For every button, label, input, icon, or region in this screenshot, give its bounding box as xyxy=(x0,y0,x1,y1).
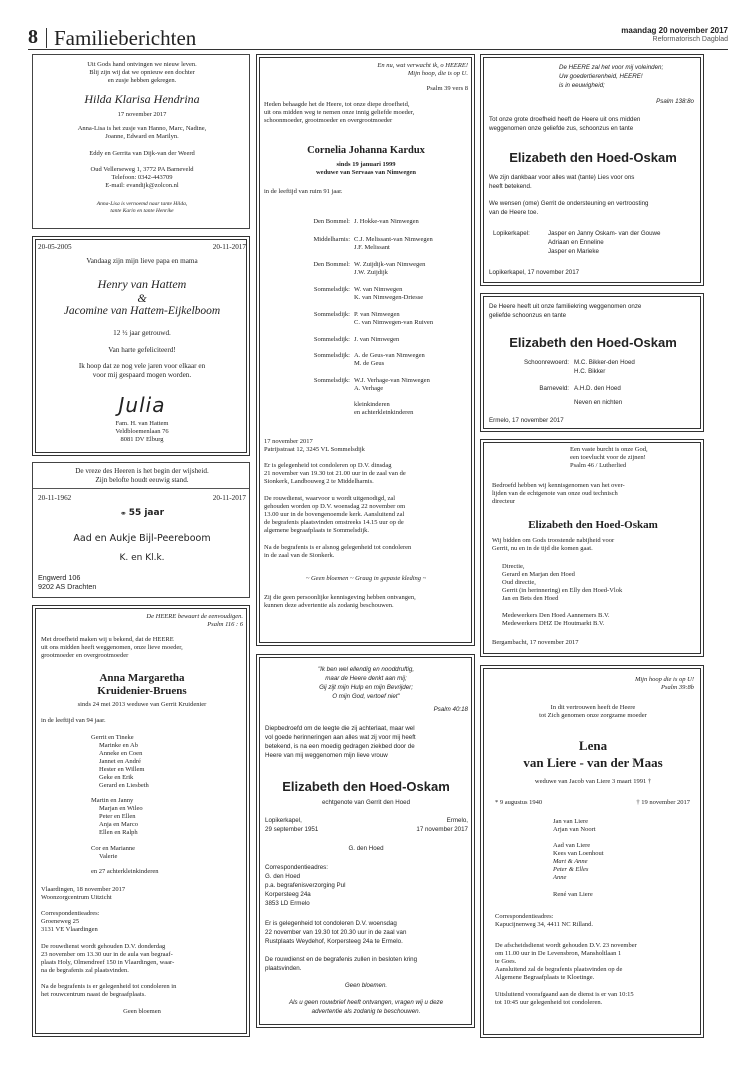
jubilee-years: 55 jaar xyxy=(128,508,165,518)
address-line: G. den Hoed xyxy=(265,873,301,880)
text-line: Heere van mij weggenomen mijn lieve vrouw xyxy=(265,752,388,759)
family-place: Sommelsdijk: xyxy=(313,336,350,343)
family-member: H.C. Bikker xyxy=(574,368,606,375)
text-line: kunnen deze advertentie als zodanig beschouwen. xyxy=(264,602,394,609)
verse-line: is in eeuwigheid; xyxy=(559,82,605,89)
intro-text: Vandaag zijn mijn lieve papa en mama xyxy=(86,257,198,265)
text-line: schoonmoeder, grootmoeder en overgrootmoeder xyxy=(264,117,393,124)
text-line: Bedroefd hebben wij kennisgenomen van het over- xyxy=(492,482,625,489)
verse-line: Zijn belofte houdt eeuwig stand. xyxy=(95,476,189,484)
text-line: Zij die geen persoonlijke kennisgeving hebben ontvangen, xyxy=(264,594,416,601)
verse: De HEERE bewaart de eenvoudigen. xyxy=(146,613,243,620)
obituary-oskam-family xyxy=(480,54,704,286)
no-flowers: ~ Geen bloemen ~ Graag in gepaste kleding ~ xyxy=(305,575,427,582)
verse-ref: Psalm 46 / Lutherlied xyxy=(570,462,627,469)
street: Veldbloemenlaan 76 xyxy=(115,428,169,435)
text-line: De Heere heeft uit onze familiekring weggenomen onze xyxy=(489,303,642,310)
family-place: Lopikerkapel: xyxy=(493,230,530,237)
divider xyxy=(33,488,250,489)
birth-date: 29 september 1951 xyxy=(265,826,319,833)
date: 17 november 2017 xyxy=(264,438,313,445)
jubilee-line xyxy=(120,508,164,518)
street: Engwerd 106 xyxy=(38,573,81,582)
deceased-first-names: Anna Margaretha xyxy=(99,672,185,684)
obituary-kruidenier xyxy=(32,605,250,1037)
text-line: plaats Holy, Olmendreef 150 in Vlaardingen, waar- xyxy=(41,959,175,966)
place-date: Vlaardingen, 18 november 2017 xyxy=(41,886,126,893)
deceased-surname: Kruidenier-Bruens xyxy=(97,685,187,697)
deceased-name: Elizabeth den Hoed-Oskam xyxy=(282,779,450,794)
obituary-kardux xyxy=(256,54,475,646)
family-member: Hester en Willem xyxy=(99,766,145,773)
family-member: Neven en nichten xyxy=(574,399,623,406)
text-line: Tot onze grote droefheid heeft de Heere uit ons midden xyxy=(489,116,641,123)
signatory: Jan en Bets den Hoed xyxy=(502,595,559,602)
deceased-name: Elizabeth den Hoed-Oskam xyxy=(509,335,677,350)
page-number: 8 xyxy=(28,26,38,48)
family-member: J. Hokke-van Nimwegen xyxy=(354,218,419,225)
text-line: advertentie als zodanig te beschouwen. xyxy=(311,1008,421,1015)
text-line: Er is gelegenheid tot condoleren op D.V. dinsdag xyxy=(264,462,392,469)
family-member: Arjan van Noort xyxy=(553,826,596,833)
signatory: Directie, xyxy=(502,563,525,570)
text-line: Als u geen rouwbrief heeft ontvangen, vragen wij u deze xyxy=(288,999,444,1006)
family-member: Peter en Ellen xyxy=(99,813,136,820)
text-line: plaatsvinden. xyxy=(265,965,302,972)
verse-line: een toevlucht voor de zijnen! xyxy=(570,454,646,461)
text-line: vol goede herinneringen aan alles wat zij voor mij heeft xyxy=(265,734,416,741)
text-line: Blij zijn wij dat we opnieuw een dochter xyxy=(89,69,195,76)
widow-of: weduwe van Servaas van Nimwegen xyxy=(315,169,417,176)
text-line: om 11.00 uur in De Levensbron, Mansholtlaan 1 xyxy=(495,950,622,957)
family-member: J.F. Melissant xyxy=(354,244,390,251)
page-header xyxy=(28,24,728,50)
baby-name: Hilda Klarisa Hendrina xyxy=(84,92,200,106)
verse-line: De vreze des Heeren is het begin der wijsheid. xyxy=(75,467,209,475)
birth-place: Lopikerkapel, xyxy=(265,817,302,824)
family-member: kleinkinderen xyxy=(354,401,390,408)
obituary-bikker-family xyxy=(480,293,704,432)
text-line: gehouden worden op D.V. woensdag 22 november om xyxy=(264,503,406,510)
text-line: Ik hoop dat ze nog vele jaren voor elkaar en xyxy=(78,362,206,370)
family-member: Adriaan en Enneline xyxy=(548,239,604,246)
text-line: Wij bidden om Gods troostende nabijheid voor xyxy=(492,537,615,544)
text-line: weggenomen onze geliefde zus, schoonzus en tante xyxy=(489,125,634,132)
birth-date: * 9 augustus 1940 xyxy=(495,799,543,806)
city: 8081 DV Elburg xyxy=(120,436,164,443)
signer: G. den Hoed xyxy=(348,845,384,852)
text-line: Algemene Begraafplaats te Kloetinge. xyxy=(495,974,595,981)
text-line: tot 10:45 uur gelegenheid tot condoleren. xyxy=(495,999,603,1006)
text-line: en zusje hebben gekregen. xyxy=(107,77,177,84)
text-line: Aansluitend zal de begrafenis plaatsvinden op de xyxy=(495,966,623,973)
text-line: We zijn dankbaar voor alles wat (tante) Lies voor ons xyxy=(489,174,635,181)
children-initials: K. en Kl.k. xyxy=(119,553,165,563)
family-member: Martin en Janny xyxy=(91,797,134,804)
family-member: P. van Nimwegen xyxy=(354,311,400,318)
family-member: Cor en Marianne xyxy=(91,845,136,852)
verse: Mijn hoop die is op U! xyxy=(634,676,694,683)
text-line: directeur xyxy=(492,498,516,505)
verse-ref: Psalm 116 : 6 xyxy=(207,621,243,628)
text-line: Diepbedroefd om de leegte die zij achterlaat, maar wel xyxy=(265,725,415,732)
text-line: te Goes. xyxy=(495,958,517,965)
name-note: Anna-Lisa is vernoemd naar tante Hilda, xyxy=(96,201,188,207)
family-member: Jasper en Marieke xyxy=(548,248,599,255)
deceased-name: Elizabeth den Hoed-Oskam xyxy=(509,150,677,165)
family-place: Sommelsdijk: xyxy=(313,377,350,384)
obituary-company xyxy=(480,439,704,657)
text-line: in de zaal van de Sionkerk. xyxy=(264,552,335,559)
anniversary-announcement xyxy=(32,236,250,456)
start-date: 20-11-1962 xyxy=(38,494,72,502)
text-line: In dit vertrouwen heeft de Heere xyxy=(550,704,636,711)
signatory: Medewerkers DHZ De Houtmarkt B.V. xyxy=(502,620,605,627)
address-line: p.a. begrafenisverzorging Pul xyxy=(265,882,346,889)
obituary-den-hoed-husband xyxy=(256,654,475,1028)
text-line: betekend, is na een moedig gedragen ziekbed door de xyxy=(265,743,415,750)
address-line: 3853 LD Ermelo xyxy=(265,900,310,907)
address-line: Correspondentieadres: xyxy=(265,864,328,871)
grandchild: Mart & Anne xyxy=(553,858,588,865)
family-member: J. van Nimwegen xyxy=(354,336,400,343)
text-line: uit ons midden heeft weggenomen, onze lieve moeder, xyxy=(41,644,183,651)
verse-line: Uw goedertierenheid, HEERE! xyxy=(559,73,643,80)
text-line: 21 november van 19.30 tot 21.00 uur in de zaal van de xyxy=(264,470,406,477)
address-line: Groeneweg 25 xyxy=(41,918,80,925)
family-member: Anja en Marco xyxy=(99,821,138,828)
verse-line: "Ik ben wel ellendig en nooddruftig, xyxy=(317,666,415,673)
family-member: René van Liere xyxy=(553,891,593,898)
family-name: Fam. H. van Hattem xyxy=(115,420,169,427)
address-line: Kapucijnenweg 34, 4411 NC Rilland. xyxy=(495,921,593,928)
parents: Eddy en Gerrita van Dijk-van der Weerd xyxy=(89,150,195,157)
family-place: Den Bommel: xyxy=(313,261,350,268)
family-member: Marjan en Wileo xyxy=(99,805,143,812)
family-member: Jan van Liere xyxy=(553,818,589,825)
family-member: M. de Geus xyxy=(354,360,385,367)
text-line: De rouwdienst en de begrafenis zullen in besloten kring xyxy=(265,956,418,963)
family-member: C.J. Melissant-van Nimwegen xyxy=(354,236,433,243)
section-title: Familieberichten xyxy=(54,26,197,50)
birth-announcement xyxy=(32,54,250,229)
family-member: Ellen en Ralph xyxy=(99,829,138,836)
family-place: Middelharnis: xyxy=(313,236,350,243)
address-line: Oud Vellerseweg 1, 3772 PA Barneveld xyxy=(90,166,194,173)
text-line: Gerrit, nu en in de tijd die komen gaat. xyxy=(492,545,593,552)
verse-line: Mijn hoop, die is op U. xyxy=(407,70,468,77)
family-member: W. van Nimwegen xyxy=(354,286,403,293)
text-line: de begrafenis plaatsvinden omstreeks 14.15 uur op de xyxy=(264,519,404,526)
family-place: Sommelsdijk: xyxy=(313,311,350,318)
family-member: en 27 achterkleinkinderen xyxy=(91,868,159,875)
text-line: Na de begrafenis is er gelegenheid tot condoleren in xyxy=(41,983,177,990)
text-line: Uit Gods hand ontvingen we nieuw leven. xyxy=(87,61,197,68)
address-line: Correspondentieadres: xyxy=(41,910,100,917)
deceased-name: Elizabeth den Hoed-Oskam xyxy=(528,519,658,531)
text-line: Anna-Lisa is het zusje van Hanno, Marc, Nadine, xyxy=(77,125,207,132)
address-line: 3131 VE Vlaardingen xyxy=(41,926,98,933)
family-member: A. Verhage xyxy=(354,385,384,392)
current-date: 20-11-2017 xyxy=(212,243,246,251)
family-member: Gerard en Liesbeth xyxy=(99,782,149,789)
congratulations: Van harte gefeliciteerd! xyxy=(108,346,176,354)
place-date: Lopikerkapel, 17 november 2017 xyxy=(489,269,580,276)
text-line: voor mij gespaard mogen worden. xyxy=(92,371,192,379)
family-member: en achterkleinkinderen xyxy=(354,409,414,416)
signatory: Medewerkers Den Hoed Aannemers B.V. xyxy=(502,612,610,619)
widow-of: sinds 24 mei 2013 weduwe van Gerrit Kruidenier xyxy=(77,701,207,708)
verse-ref: Psalm 138:8o xyxy=(656,98,694,105)
name-wife: Jacomine van Hattem-Eijkelboom xyxy=(63,305,221,317)
name-husband: Henry van Hattem xyxy=(97,277,187,291)
verse-line: En nu, wat verwacht ik, o HEERE! xyxy=(377,62,468,69)
text-line: We wensen (ome) Gerrit de ondersteuning en vertroosting xyxy=(489,200,649,207)
address: Patrijsstraat 12, 3245 VL Sommelsdijk xyxy=(264,446,365,453)
name-note: tante Karin en tante Henrike xyxy=(110,208,174,214)
ampersand: & xyxy=(137,291,147,305)
family-place: Sommelsdijk: xyxy=(313,286,350,293)
age: in de leeftijd van 94 jaar. xyxy=(41,717,106,724)
address-line: Telefoon: 0342-443709 xyxy=(111,174,173,181)
widow-of: weduwe van Jacob van Liere 3 maart 1991 † xyxy=(534,778,652,785)
text-line: Uitsluitend voorafgaand aan de dienst is er van 10:15 xyxy=(495,991,634,998)
text-line: grootmoeder en overgrootmoeder xyxy=(41,652,129,659)
family-member: A. de Geus-van Nimwegen xyxy=(354,352,425,359)
family-member: C. van Nimwegen-van Ruiven xyxy=(354,319,434,326)
newspaper-name: Reformatorisch Dagblad xyxy=(652,36,728,43)
header-divider xyxy=(46,28,47,48)
text-line: 22 november van 19.30 tot 20.30 uur in de zaal van xyxy=(265,929,407,936)
text-line: van de Heere toe. xyxy=(489,209,539,216)
family-place: Sommelsdijk: xyxy=(313,352,350,359)
text-line: Heden behaagde het de Heere, tot onze diepe droefheid, xyxy=(264,101,410,108)
text-line: Joanne, Edward en Marilyn. xyxy=(105,133,179,140)
text-line: uit ons midden weg te nemen onze innig geliefde moeder, xyxy=(264,109,415,116)
text-line: Met droefheid maken wij u bekend, dat de HEERE xyxy=(41,636,174,643)
text-line: 23 november om 13.30 uur in de aula van begraaf- xyxy=(41,951,173,958)
verse-ref: Psalm 39 vers 8 xyxy=(426,85,468,92)
text-line: De afscheidsdienst wordt gehouden D.V. 23 november xyxy=(495,942,637,949)
grandchild: Peter & Elles xyxy=(553,866,589,873)
text-line: algemene begraafplaats te Sommelsdijk. xyxy=(264,527,370,534)
text-line: Sionkerk, Landbouweg 2 te Middelharnis. xyxy=(264,478,374,485)
place-date: Woonzorgcentrum Uitzicht xyxy=(41,894,112,901)
place-date: Bergambacht, 17 november 2017 xyxy=(492,639,579,646)
text-line: De rouwdienst, waarvoor u wordt uitgenodigd, zal xyxy=(264,495,396,502)
text-line: lijden van de echtgenote van onze oud technisch xyxy=(492,490,618,497)
text-line: Rustplaats Weydehof, Korpersteeg 24a te Ermelo. xyxy=(265,938,403,945)
text-line: na de begrafenis zal plaatsvinden. xyxy=(41,967,129,974)
spouse: echtgenote van Gerrit den Hoed xyxy=(321,799,411,806)
family-member: Valerie xyxy=(99,853,118,860)
age: in de leeftijd van ruim 91 jaar. xyxy=(264,188,343,195)
widow-since: sinds 19 januari 1999 xyxy=(336,161,396,168)
no-flowers: Geen bloemen xyxy=(123,1008,161,1015)
text-line: 13.00 uur in de bovengenoemde kerk. Aansluitend zal xyxy=(264,511,405,518)
family-member: Marinke en Ab xyxy=(99,742,138,749)
family-member: Gerrit en Tineke xyxy=(91,734,134,741)
verse-line: De HEERE zal het voor mij voleinden; xyxy=(559,64,664,71)
family-member: Geke en Erik xyxy=(99,774,134,781)
verse-line: O mijn God, vertoef niet" xyxy=(332,693,400,700)
birth-date: 17 november 2017 xyxy=(117,111,167,118)
rings-icon: ⚭ xyxy=(119,508,127,518)
deceased-name: Cornelia Johanna Kardux xyxy=(307,145,425,156)
text-line: tot Zich genomen onze zorgzame moeder xyxy=(539,712,647,719)
family-member: Jasper en Janny Oskam- van der Gouwe xyxy=(548,230,661,237)
text-line: geliefde schoonzus en tante xyxy=(489,312,567,319)
address-line: Correspondentieadres: xyxy=(495,913,554,920)
verse-line: Gij zijt mijn Hulp en mijn Bevrijder; xyxy=(319,684,413,691)
signatory: Gerrit (in herinnering) en Elly den Hoed-Vlok xyxy=(502,587,623,594)
text-line: het rouwcentrum naast de begraafplaats. xyxy=(41,991,146,998)
deceased-first-name: Lena xyxy=(578,738,608,753)
couple-names: Aad en Aukje Bijl-Peereboom xyxy=(73,533,211,544)
signatory: Oud directie, xyxy=(502,579,536,586)
family-member: W.J. Verhage-van Nimwegen xyxy=(354,377,430,384)
family-place: Schoonrewoerd: xyxy=(523,359,569,366)
current-date: 20-11-2017 xyxy=(212,494,246,502)
start-date: 20-05-2005 xyxy=(38,243,72,251)
family-member: A.H.D. den Hoed xyxy=(574,385,621,392)
signatory: Gerard en Marjan den Hoed xyxy=(502,571,575,578)
verse-line: maar de Heere denkt aan mij; xyxy=(325,675,407,682)
death-date: † 19 november 2017 xyxy=(636,799,690,806)
verse-ref: Psalm 39:8b xyxy=(660,684,694,691)
family-member: Jannet en André xyxy=(99,758,141,765)
grandchild: Anne xyxy=(553,874,567,881)
text-line: De rouwdienst wordt gehouden D.V. donderdag xyxy=(41,943,166,950)
jubilee-announcement xyxy=(32,462,250,598)
text-line: Er is gelegenheid tot condoleren D.V. woensdag xyxy=(265,920,397,927)
family-member: K. van Nimwegen-Driesse xyxy=(354,294,424,301)
text-line: heeft betekend. xyxy=(489,183,532,190)
verse-ref: Psalm 40:18 xyxy=(433,706,468,713)
obituary-van-liere xyxy=(480,665,704,1038)
family-place: Barneveld: xyxy=(539,385,569,392)
family-member: Anneke en Coen xyxy=(99,750,143,757)
text-line: Na de begrafenis is er alsnog gelegenheid tot condoleren xyxy=(264,544,412,551)
signature: Julia xyxy=(118,393,166,417)
city: 9202 AS Drachten xyxy=(38,582,97,591)
address-line: E-mail: evandijk@zolcon.nl xyxy=(105,182,179,189)
issue-date: maandag 20 november 2017 xyxy=(621,26,728,35)
no-flowers: Geen bloemen. xyxy=(344,982,388,989)
death-place: Ermelo, xyxy=(446,817,468,824)
address-line: Korpersteeg 24a xyxy=(265,891,311,898)
years-married: 12 ½ jaar getrouwd. xyxy=(113,329,171,337)
deceased-surname: van Liere - van der Maas xyxy=(523,755,663,770)
death-date: 17 november 2017 xyxy=(416,826,468,833)
family-member: Kees van Loenhout xyxy=(553,850,604,857)
family-member: Aad van Liere xyxy=(553,842,591,849)
family-member: J.W. Zuijdijk xyxy=(354,269,388,276)
verse-line: Een vaste burcht is onze God, xyxy=(570,446,648,453)
family-member: W. Zuijdijk-van Nimwegen xyxy=(354,261,426,268)
family-place: Den Bommel: xyxy=(313,218,350,225)
family-member: M.C. Bikker-den Hoed xyxy=(574,359,635,366)
place-date: Ermelo, 17 november 2017 xyxy=(489,417,564,424)
